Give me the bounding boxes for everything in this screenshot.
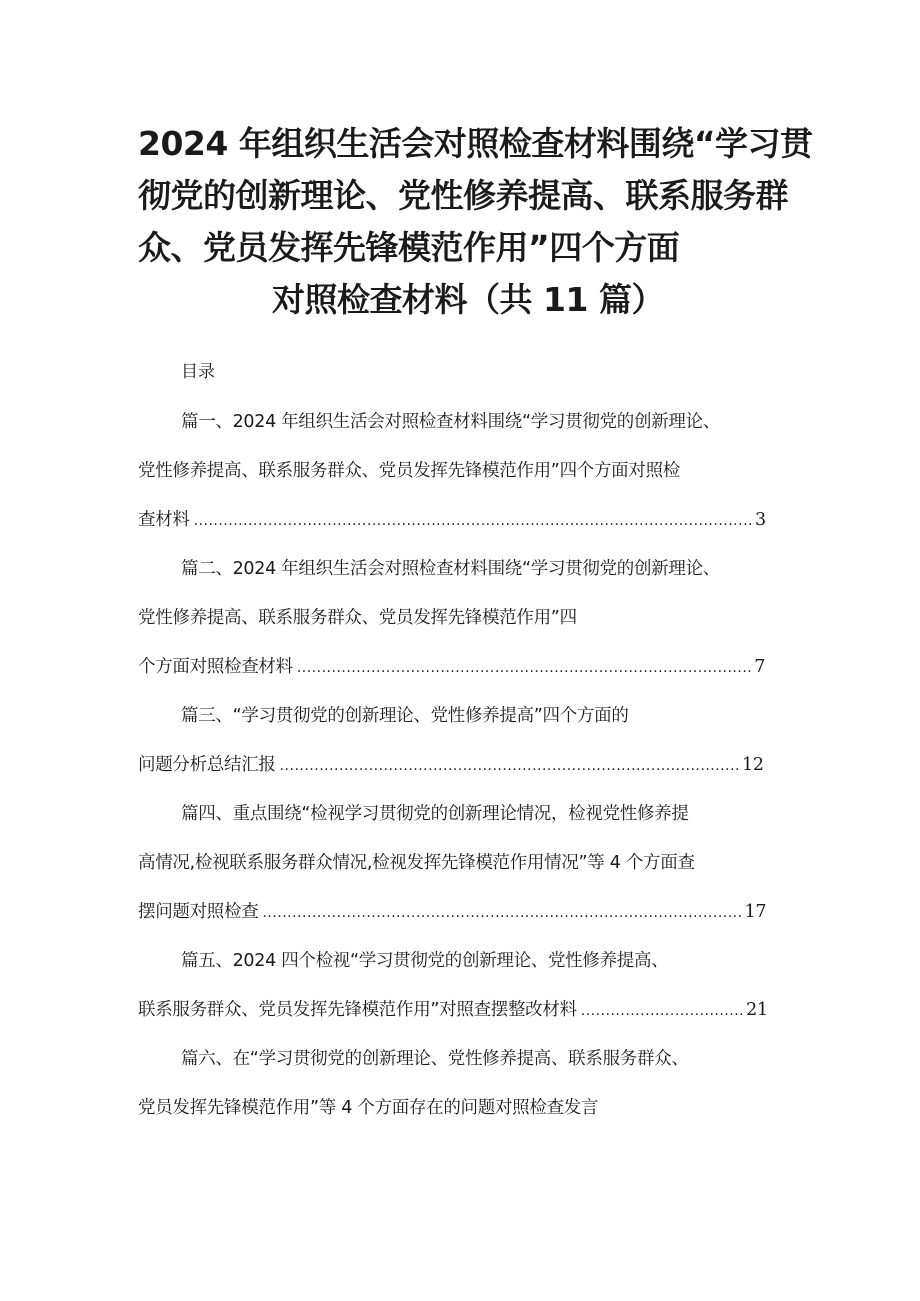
toc-entry[interactable] [138, 1035, 798, 1133]
toc-entry-line [138, 447, 798, 496]
toc-entry-text: 篇六、在“学习贯彻党的创新理论、党性修养提高、联系服务群众、 [181, 1049, 689, 1069]
toc-entry-text: 篇三、“学习贯彻党的创新理论、党性修养提高”四个方面的 [181, 706, 629, 726]
title-line-4: 对照检查材料（共 11 篇） [272, 280, 664, 319]
title-line-1: 2024 年组织生活会对照检查材料围绕“学习贯 [138, 124, 813, 163]
title-line-3: 众、党员发挥先锋模范作用”四个方面 [138, 228, 680, 267]
toc-page-number: 7 [754, 657, 766, 677]
toc-leader-dots: ................................. [580, 1003, 745, 1019]
toc-entry-text: 问题分析总结汇报 [138, 755, 276, 775]
table-of-contents [138, 398, 798, 1133]
toc-entry-text: 联系服务群众、党员发挥先锋模范作用”对照查摆整改材料 [138, 1000, 577, 1020]
toc-entry[interactable] [138, 545, 798, 692]
toc-entry-text: 个方面对照检查材料 [138, 657, 293, 677]
toc-entry-text: 篇一、2024 年组织生活会对照检查材料围绕“学习贯彻党的创新理论、 [181, 412, 720, 432]
toc-leader-dots: ............................................................................................. [279, 758, 740, 774]
toc-entry-line [138, 888, 798, 937]
title-line-2: 彻党的创新理论、党性修养提高、联系服务群 [138, 176, 788, 215]
toc-entry-text: 党员发挥先锋模范作用”等 4 个方面存在的问题对照检查发言 [138, 1098, 599, 1118]
toc-entry-line [138, 741, 798, 790]
toc-page-number: 12 [741, 755, 764, 775]
toc-entry-line [138, 790, 798, 839]
toc-page-number: 21 [746, 1000, 768, 1020]
toc-entry-line [138, 496, 798, 545]
toc-leader-dots: ................................................................................................................. [193, 513, 753, 529]
toc-entry[interactable] [138, 790, 798, 937]
toc-leader-dots: ............................................................................................ [296, 660, 753, 676]
toc-page-number: 3 [754, 510, 766, 530]
toc-entry-text: 党性修养提高、联系服务群众、党员发挥先锋模范作用”四 [138, 608, 577, 628]
toc-entry-line [138, 692, 798, 741]
document-title [138, 118, 813, 326]
toc-entry-line [138, 1084, 798, 1133]
toc-entry-text: 篇四、重点围绕“检视学习贯彻党的创新理论情况，检视党性修养提 [181, 804, 689, 824]
toc-entry-text: 高情况,检视联系服务群众情况,检视发挥先锋模范作用情况”等 4 个方面查 [138, 853, 695, 873]
toc-entry-line [138, 594, 798, 643]
toc-entry-text: 党性修养提高、联系服务群众、党员发挥先锋模范作用”四个方面对照检 [138, 461, 680, 481]
toc-heading: 目录 [181, 362, 215, 382]
toc-entry-line [138, 398, 798, 447]
toc-entry[interactable] [138, 398, 798, 545]
toc-entry[interactable] [138, 692, 798, 790]
toc-entry[interactable] [138, 937, 798, 1035]
toc-entry-line [138, 986, 798, 1035]
toc-entry-text: 查材料 [138, 510, 190, 530]
toc-entry-text: 摆问题对照检查 [138, 902, 259, 922]
toc-entry-line [138, 839, 798, 888]
toc-entry-line [138, 545, 798, 594]
toc-entry-line [138, 643, 798, 692]
toc-page-number: 17 [744, 902, 767, 922]
toc-entry-line [138, 1035, 798, 1084]
toc-leader-dots: ................................................................................................. [262, 905, 743, 921]
toc-entry-text: 篇五、2024 四个检视“学习贯彻党的创新理论、党性修养提高、 [181, 951, 669, 971]
toc-entry-text: 篇二、2024 年组织生活会对照检查材料围绕“学习贯彻党的创新理论、 [181, 559, 720, 579]
toc-entry-line [138, 937, 798, 986]
